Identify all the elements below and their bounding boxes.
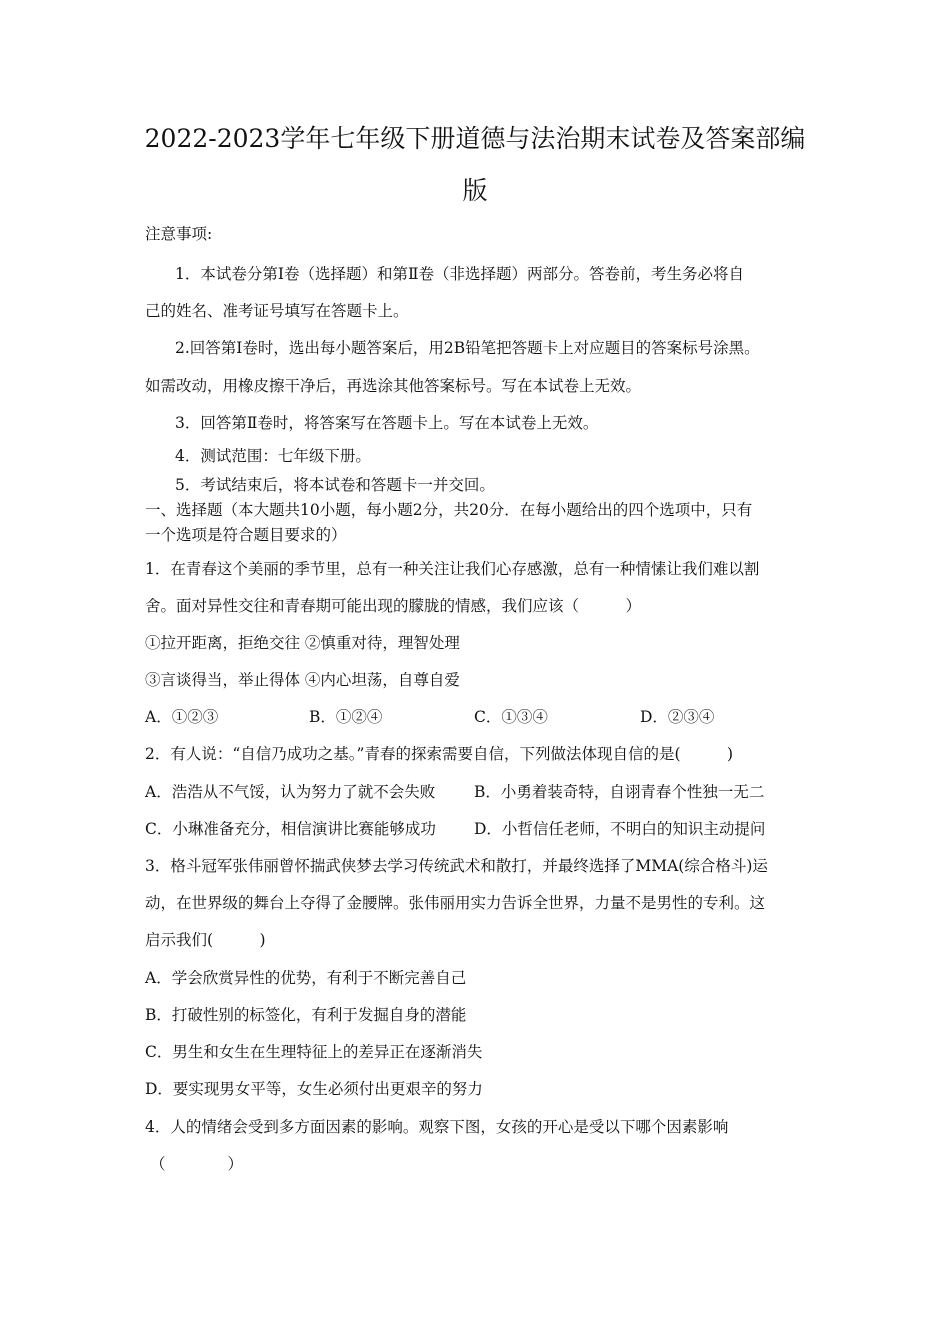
- document-title: 2022-2023学年七年级下册道德与法治期末试卷及答案部编: [144, 124, 806, 153]
- question-3-stem: 3．格斗冠军张伟丽曾怀揣武侠梦去学习传统武术和散打，并最终选择了MMA(综合格斗)运: [145, 857, 768, 875]
- question-1-option-d: D．②③④: [640, 708, 715, 726]
- section-heading: 一、选择题（本大题共10小题，每小题2分，共20分．在每小题给出的四个选项中，只有: [145, 501, 753, 519]
- question-3-stem-continued: 动，在世界级的舞台上夺得了金腰牌。张伟丽用实力告诉全世界，力量不是男性的专利。这: [145, 894, 766, 912]
- question-3-option-a: A．学会欣赏异性的优势，有利于不断完善自己: [145, 969, 467, 987]
- question-3-option-d: D．要实现男女平等，女生必须付出更艰辛的努力: [145, 1080, 483, 1098]
- notice-item: 4．测试范围：七年级下册。: [175, 447, 371, 465]
- document-title-continued: 版: [462, 176, 488, 205]
- question-1-stem: 1．在青春这个美丽的季节里，总有一种关注让我们心存感激，总有一种情愫让我们难以割: [145, 560, 760, 578]
- notice-heading: 注意事项:: [145, 225, 213, 243]
- question-1-option-c: C．①③④: [474, 708, 548, 726]
- notice-item: 如需改动，用橡皮擦干净后，再选涂其他答案标号。写在本试卷上无效。: [145, 377, 642, 395]
- question-1-statements: ①拉开距离，拒绝交往 ②慎重对待，理智处理: [145, 634, 460, 652]
- question-2-stem: 2．有人说：“自信乃成功之基。”青春的探索需要自信，下列做法体现自信的是( ): [145, 745, 734, 763]
- question-1-option-b: B．①②④: [309, 708, 383, 726]
- question-3-option-b: B．打破性别的标签化，有利于发掘自身的潜能: [145, 1006, 467, 1024]
- question-3-stem-continued: 启示我们( ): [145, 931, 266, 949]
- question-2-option-d: D．小哲信任老师，不明白的知识主动提问: [474, 820, 766, 838]
- question-4-answer-blank: （ ）: [150, 1155, 244, 1173]
- question-2-option-a: A．浩浩从不气馁，认为努力了就不会失败: [145, 783, 436, 801]
- question-2-option-b: B．小勇着装奇特，自诩青春个性独一无二: [474, 783, 765, 801]
- notice-item: 3．回答第Ⅱ卷时，将答案写在答题卡上。写在本试卷上无效。: [175, 414, 599, 432]
- question-3-option-c: C．男生和女生在生理特征上的差异正在逐渐消失: [145, 1043, 483, 1061]
- question-4-stem: 4．人的情绪会受到多方面因素的影响。观察下图，女孩的开心是受以下哪个因素影响: [145, 1118, 729, 1136]
- notice-item: 5．考试结束后，将本试卷和答题卡一并交回。: [175, 476, 495, 494]
- notice-item: 2.回答第Ⅰ卷时，选出每小题答案后，用2B铅笔把答题卡上对应题目的答案标号涂黑。: [175, 339, 760, 357]
- question-1-stem-continued: 舍。面对异性交往和青春期可能出现的朦胧的情感，我们应该（ ）: [145, 597, 642, 615]
- question-1-option-a: A．①②③: [145, 708, 219, 726]
- section-heading-continued: 一个选项是符合题目要求的）: [145, 526, 347, 544]
- notice-item: 1．本试卷分第Ⅰ卷（选择题）和第Ⅱ卷（非选择题）两部分。答卷前，考生务必将自: [175, 265, 745, 283]
- notice-item: 己的姓名、准考证号填写在答题卡上。: [145, 302, 409, 320]
- question-2-option-c: C．小琳准备充分，相信演讲比赛能够成功: [145, 820, 436, 838]
- question-1-statements: ③言谈得当，举止得体 ④内心坦荡，自尊自爱: [145, 671, 460, 689]
